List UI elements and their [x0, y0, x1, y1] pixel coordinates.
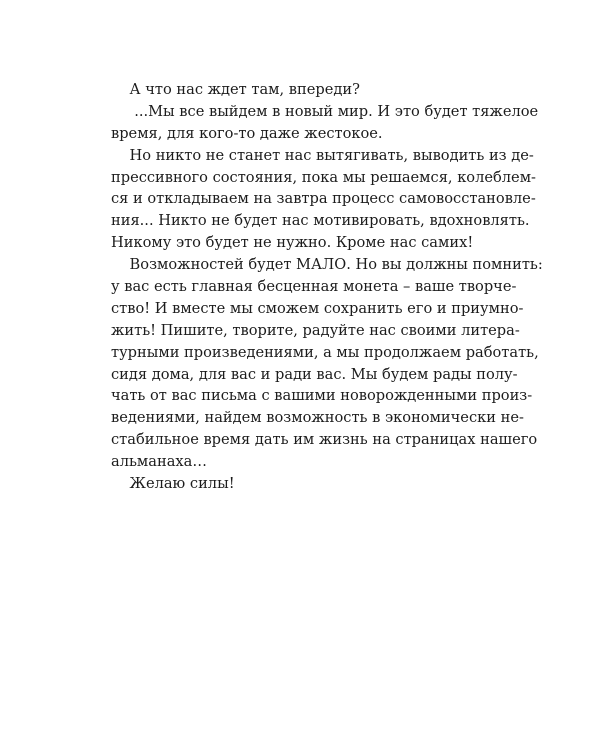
- body-text: [111, 79, 543, 495]
- text-line: турными произведениями, а мы продолжаем работать,: [111, 343, 539, 361]
- text-line: стабильное время дать им жизнь на страницах нашего: [111, 431, 538, 449]
- text-line: ...Мы все выйдем в новый мир. И это будет тяжелое: [111, 102, 539, 120]
- text-line: жить! Пишите, творите, радуйте нас своими литера-: [111, 321, 520, 339]
- text-line: Возможностей будет МАЛО. Но вы должны помнить:: [111, 256, 543, 274]
- text-line: чать от вас письма с вашими новорожденными произ-: [111, 387, 533, 405]
- text-line: альманаха…: [111, 453, 207, 471]
- text-line: Никому это будет не нужно. Кроме нас самих!: [111, 234, 474, 252]
- text-line: у вас есть главная бесценная монета – ваше творче-: [111, 278, 517, 296]
- text-line: сидя дома, для вас и ради вас. Мы будем рады полу-: [111, 365, 518, 383]
- text-line: прессивного состояния, пока мы решаемся, колеблем-: [111, 168, 536, 186]
- text-line: Но никто не станет нас вытягивать, выводить из де-: [111, 146, 534, 164]
- text-line: Желаю силы!: [111, 475, 235, 493]
- text-line: время, для кого-то даже жестокое.: [111, 124, 383, 142]
- text-line: ведениями, найдем возможность в экономически не-: [111, 409, 524, 427]
- text-line: ния... Никто не будет нас мотивировать, вдохновлять.: [111, 212, 530, 230]
- text-line: ся и откладываем на завтра процесс самовосстановле-: [111, 190, 536, 208]
- text-line: А что нас ждет там, впереди?: [111, 81, 360, 98]
- text-line: ство! И вместе мы сможем сохранить его и приумно-: [111, 299, 524, 317]
